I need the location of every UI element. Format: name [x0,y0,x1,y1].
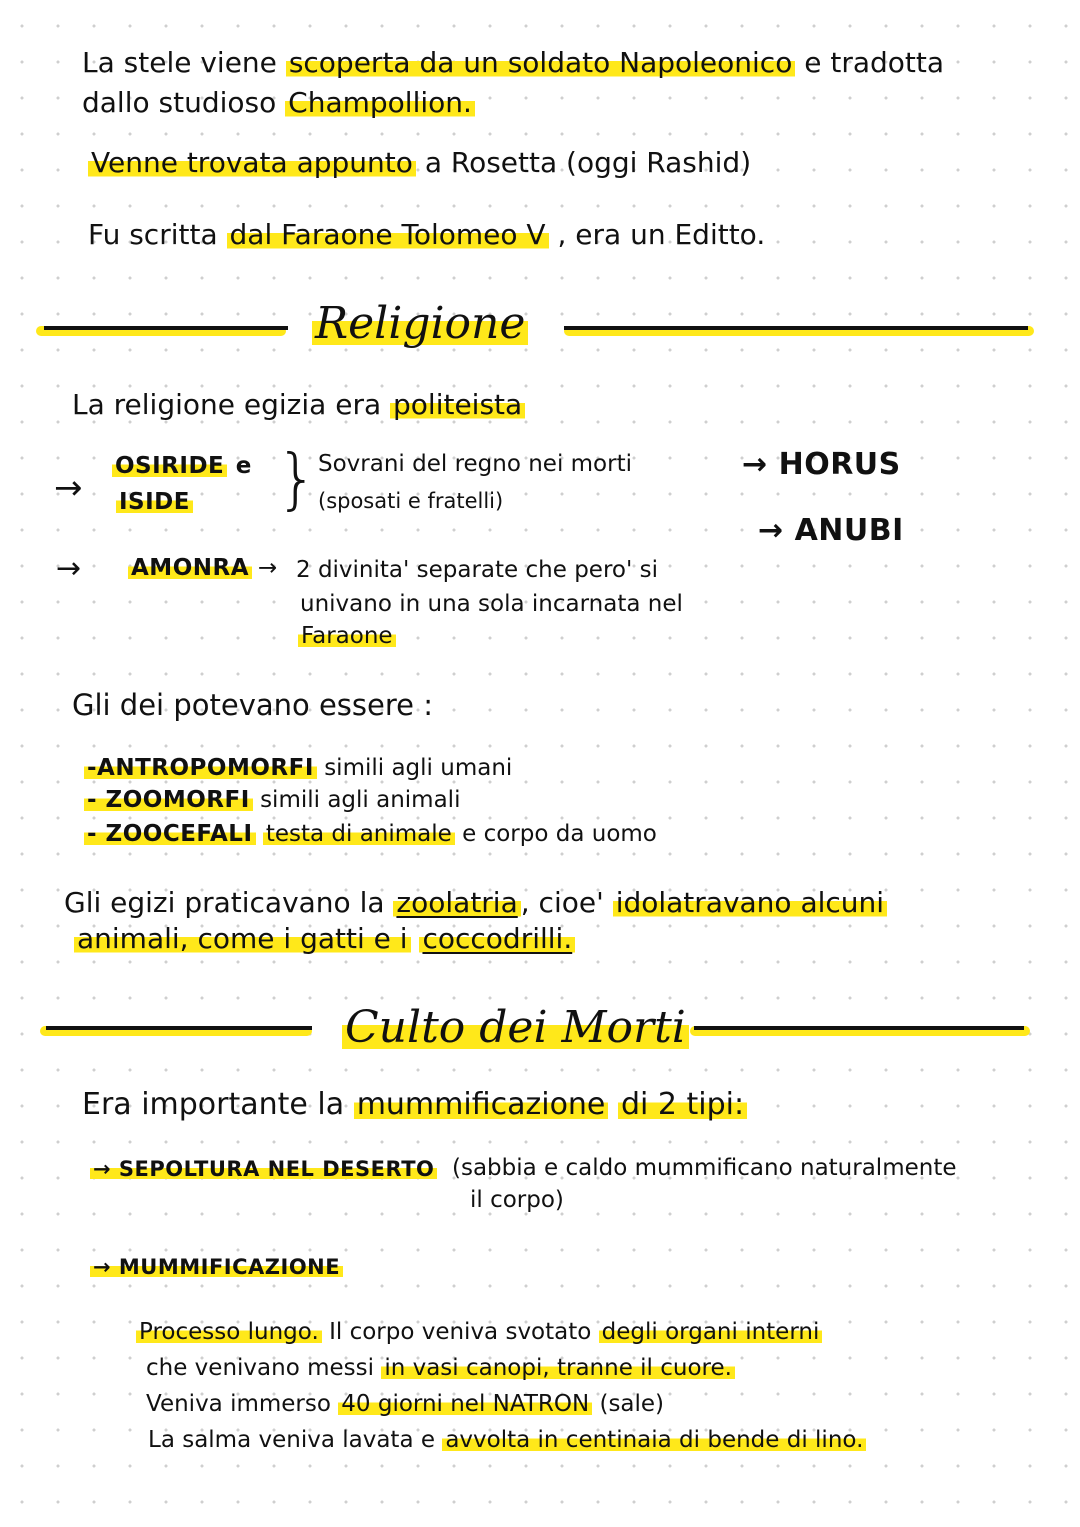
culto-line-1: Era importante la mummificazione di 2 tipi: [82,1088,747,1121]
processo-line-3: Veniva immerso 40 giorni nel NATRON (sale) [146,1391,665,1417]
zoolatria-line-2: animali, come i gatti e i coccodrilli. [74,924,575,955]
amonra-desc-1: 2 divinita' separate che pero' si [296,557,658,583]
processo-line-2: che venivano messi in vasi canopi, tranne il cuore. [146,1356,735,1381]
intro-line-1: La stele viene scoperta da un soldato Napoleonico e tradotta [82,46,945,79]
dei-intro: Gli dei potevano essere : [72,688,433,722]
zoolatria-line-1: Gli egizi praticavano la zoolatria , cioe' idolatravano alcuni [64,888,887,919]
amonra-label: AMONRA [128,556,252,581]
heading-rule-left [44,326,288,330]
amonra-desc-3: Faraone [298,624,396,649]
arrow-icon: → [258,555,278,581]
intro-line-4: Fu scritta dal Faraone Tolomeo V , era un Editto. [88,218,766,251]
religione-heading: Religione [312,300,528,348]
antropomorfi-item: -ANTROPOMORFI simili agli umani [84,756,512,781]
arrow-icon: → [758,513,784,548]
osiride-label: OSIRIDE e [112,454,252,479]
sepoltura-desc-1: (sabbia e caldo mummificano naturalmente [452,1155,957,1181]
sepoltura-label: → SEPOLTURA NEL DESERTO [90,1158,437,1181]
religione-line-1: La religione egizia era politeista [72,390,525,421]
sovrani-text: Sovrani del regno nei morti [318,451,632,477]
intro-line-3: Venne trovata appunto a Rosetta (oggi Rashid) [88,148,751,179]
horus-label: → HORUS [742,447,901,482]
culto-heading: Culto dei Morti [342,1004,689,1052]
arrow-icon: → [54,468,83,508]
processo-line-4: La salma veniva lavata e avvolta in centinaia di bende di lino. [148,1428,866,1453]
arrow-icon: → [56,551,82,586]
zoocefali-item: - ZOOCEFALI testa di animale e corpo da uomo [84,822,657,847]
sepoltura-desc-2: il corpo) [470,1187,564,1213]
heading-rule-right [564,326,1028,330]
amonra-desc-2: univano in una sola incarnata nel [300,591,683,617]
intro-line-2: dallo studioso Champollion. [82,88,475,119]
heading-rule-left [46,1026,312,1030]
iside-label: ISIDE [116,490,193,515]
arrow-icon: → [742,447,768,482]
mummificazione-label: → MUMMIFICAZIONE [90,1256,343,1279]
heading-rule-right [694,1026,1024,1030]
anubi-label: → ANUBI [758,513,904,548]
brace-symbol: } [276,440,318,517]
zoomorfi-item: - ZOOMORFI simili agli animali [84,788,460,813]
sposati-text: (sposati e fratelli) [318,489,504,513]
processo-line-1: Processo lungo. Il corpo veniva svotato degli organi interni [136,1320,822,1345]
